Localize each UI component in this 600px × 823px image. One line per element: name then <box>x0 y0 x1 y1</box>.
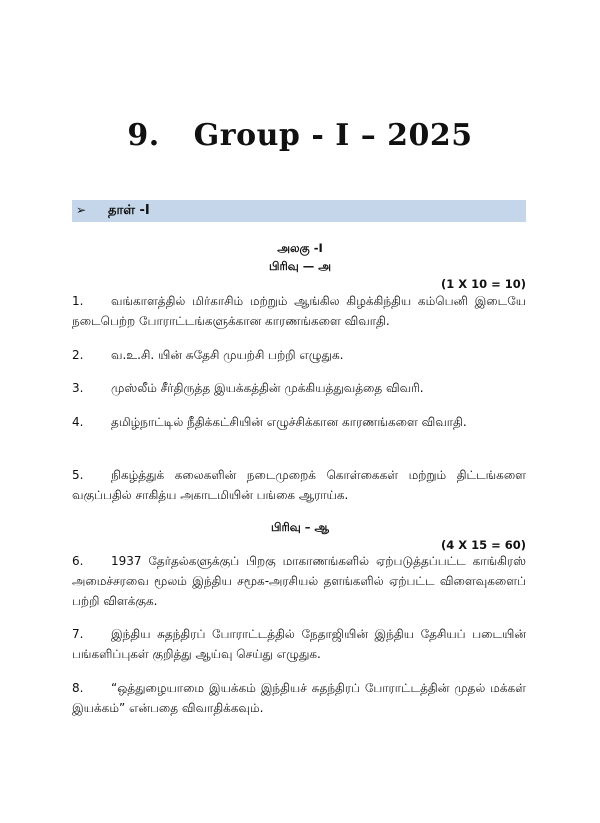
question-7 <box>72 624 526 664</box>
question-text: 1937 தேர்தல்களுக்குப் பிறகு மாகாணங்களில் ஏற்படுத்தப்பட்ட காங்கிரஸ் அமைச்சரவை மூலம் இந்திய சமூக-அரசியல் தளங்களில் ஏற்பட்ட விளைவுகளைப் பற்றி விளக்குக. <box>72 554 526 608</box>
question-6 <box>72 551 526 611</box>
part-b-marks: (4 X 15 = 60) <box>440 538 526 552</box>
question-number: 1. <box>72 294 84 308</box>
question-8 <box>72 678 526 718</box>
chapter-number: 9. <box>127 118 160 153</box>
question-4 <box>72 412 526 432</box>
question-number: 7. <box>72 627 84 641</box>
question-text: வங்காளத்தில் மிர்காசிம் மற்றும் ஆங்கில கிழக்கிந்திய கம்பெனி இடையே நடைபெற்ற போராட்டங்களுக்கான காரணங்களை விவாதி. <box>72 294 526 328</box>
question-2 <box>72 345 526 365</box>
question-1 <box>72 291 526 331</box>
question-text: முஸ்லீம் சீர்திருத்த இயக்கத்தின் முக்கியத்துவத்தை விவரி. <box>111 381 424 395</box>
question-number: 3. <box>72 381 84 395</box>
question-text: தமிழ்நாட்டில் நீதிக்கட்சியின் எழுச்சிக்கான காரணங்களை விவாதி. <box>111 415 467 429</box>
question-text: “ஒத்துழையாமை இயக்கம் இந்தியச் சுதந்திரப் போராட்டத்தின் முதல் மக்கள் இயக்கம்” என்பதை விவாதிக்கவும். <box>72 681 526 715</box>
question-3 <box>72 378 526 398</box>
question-number: 6. <box>72 554 84 568</box>
chapter-title: Group - I – 2025 <box>193 118 473 153</box>
question-number: 4. <box>72 415 84 429</box>
question-number: 5. <box>72 468 84 482</box>
question-number: 8. <box>72 681 84 695</box>
question-text: இந்திய சுதந்திரப் போராட்டத்தில் நேதாஜியின் இந்திய தேசியப் படையின் பங்களிப்புகள் குறித்து ஆய்வு செய்து எழுதுக. <box>72 627 526 661</box>
question-number: 2. <box>72 348 84 362</box>
arrow-bullet-icon: ➢ <box>76 203 87 217</box>
part-a-marks: (1 X 10 = 10) <box>440 277 526 291</box>
section-bar <box>72 200 526 222</box>
part-a-heading: பிரிவு — அ <box>268 259 332 273</box>
part-b-heading: பிரிவு – ஆ <box>270 520 330 534</box>
question-text: வ.உ.சி. யின் சுதேசி முயற்சி பற்றி எழுதுக. <box>111 348 344 362</box>
unit-heading: அலகு -I <box>277 241 323 255</box>
section-title: தாள் -I <box>108 203 150 218</box>
chapter-heading <box>0 118 600 153</box>
question-text: நிகழ்த்துக் கலைகளின் நடைமுறைக் கொள்கைகள் மற்றும் திட்டங்களை வகுப்பதில் சாகித்ய அகாடமியின் பங்கை ஆராய்க. <box>72 468 526 502</box>
question-5 <box>72 465 526 505</box>
